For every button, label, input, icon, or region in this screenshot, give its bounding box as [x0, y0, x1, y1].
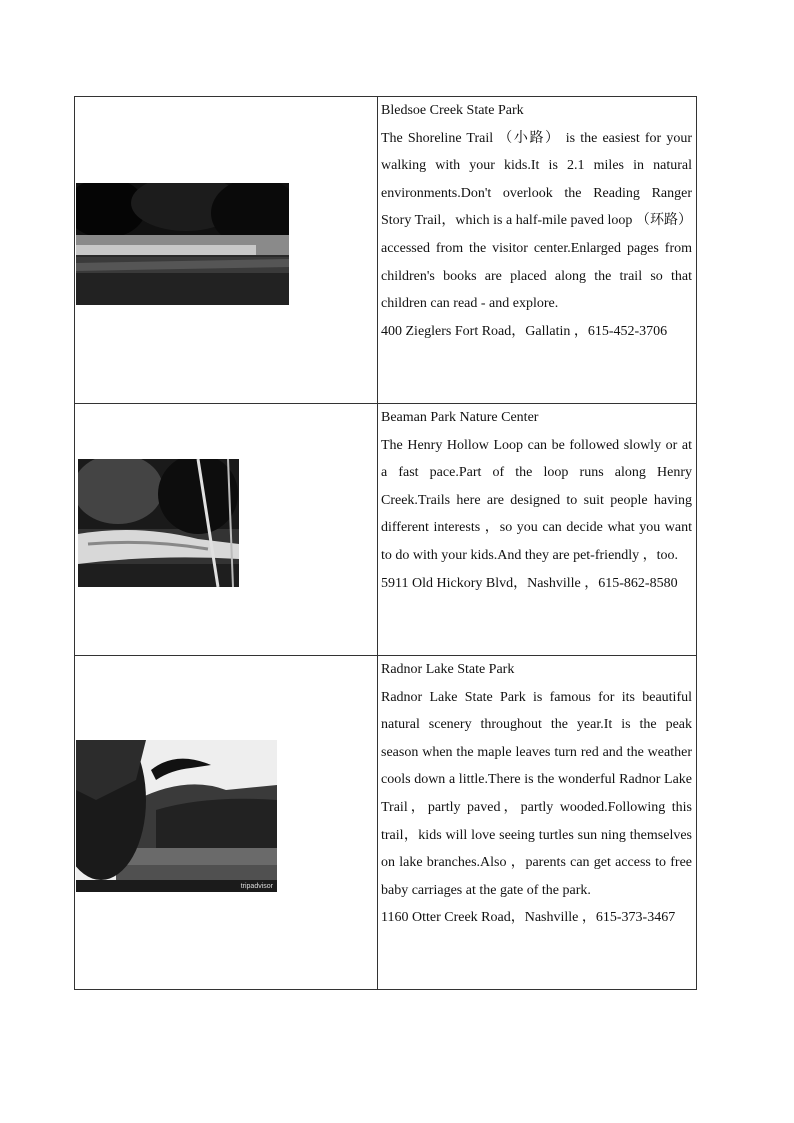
park-address: 5911 Old Hickory Blvd，Nashville ，615-862-8580 [381, 575, 678, 591]
park-photo-beaman [78, 459, 239, 587]
park-address: 400 Zieglers Fort Road，Gallatin ，615-452-3706 [381, 323, 668, 339]
park-name: Beaman Park Nature Center [381, 410, 539, 425]
park-address: 1160 Otter Creek Road，Nashville ，615-373-3467 [381, 910, 676, 926]
photo-watermark: tripadvisor [240, 883, 273, 890]
park-photo-bledsoe [76, 183, 289, 305]
park-description: The Henry Hollow Loop can be followed slowly or at a fast pace.Part of the loop runs along Henry Creek.Trails here are designed to suit people having different interests ，so you can decide what you want to do with your kids.And they are pet-friendly ，too. [381, 437, 692, 563]
park-row [75, 656, 697, 990]
text-cell [378, 404, 697, 656]
park-row [75, 97, 697, 404]
image-cell [75, 656, 378, 990]
park-name: Radnor Lake State Park [381, 662, 515, 677]
park-row [75, 404, 697, 656]
park-description: Radnor Lake State Park is famous for its beautiful natural scenery throughout the year.It is the peak season when the maple leaves turn red and the weather cools down a little.There is the wonderful Radnor Lake Trail，partly paved，partly wooded.Following this trail，kids will love seeing turtles sun ning themselves on lake branches.Also ，parents can get access to free baby carriages at the gate of the park. [381, 689, 692, 898]
parks-table [74, 96, 697, 990]
park-name: Bledsoe Creek State Park [381, 103, 524, 118]
park-photo-radnor [76, 740, 277, 892]
park-description: The Shoreline Trail （小路） is the easiest for your walking with your kids.It is 2.1 miles in natural environments.Don't overlook the Reading Ranger Story Trail，which is a half-mile paved loop （环路） accessed from the visitor center.Enlarged pages from children's books are placed along the trail so that children can read - and explore. [381, 130, 692, 312]
text-cell [378, 656, 697, 990]
image-cell [75, 404, 378, 656]
image-cell [75, 97, 378, 404]
text-cell [378, 97, 697, 404]
